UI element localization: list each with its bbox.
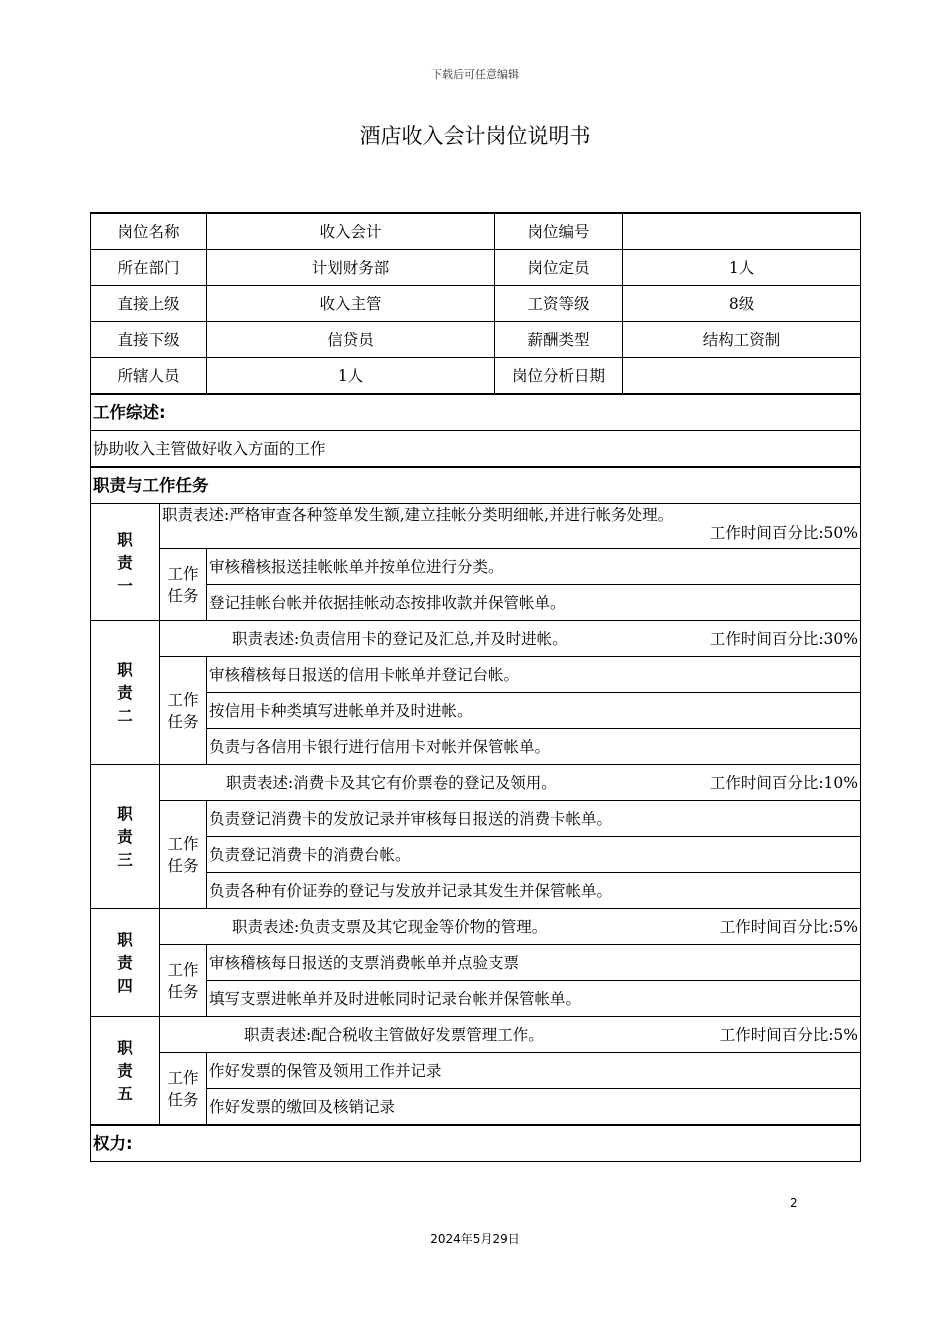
task-item: 作好发票的保管及领用工作并记录 <box>207 1053 861 1089</box>
duty-label <box>91 504 160 621</box>
task-item: 作好发票的缴回及核销记录 <box>207 1089 861 1126</box>
duty-description <box>160 909 861 945</box>
task-label <box>160 945 207 1017</box>
field-value: 收入会计 <box>207 213 495 250</box>
duty-description <box>160 504 861 549</box>
summary-text: 协助收入主管做好收入方面的工作 <box>91 431 861 468</box>
task-item: 审核稽核每日报送的信用卡帐单并登记台帐。 <box>207 657 861 693</box>
duty-label-text: 职责五 <box>117 1038 133 1103</box>
field-label: 薪酬类型 <box>495 322 623 358</box>
task-row <box>91 801 861 837</box>
field-label: 所辖人员 <box>91 358 207 395</box>
summary-heading: 工作综述: <box>91 394 861 431</box>
field-value: 1人 <box>623 250 861 286</box>
duty-desc-text: 职责表述:消费卡及其它有价票卷的登记及领用。 <box>226 773 557 792</box>
duty-label-text: 职责二 <box>117 660 133 725</box>
duty-percent: 工作时间百分比:10% <box>709 773 859 792</box>
field-label: 岗位编号 <box>495 213 623 250</box>
duty-percent: 工作时间百分比:50% <box>709 524 859 542</box>
task-row <box>91 729 861 765</box>
task-item: 审核稽核报送挂帐帐单并按单位进行分类。 <box>207 549 861 585</box>
info-row <box>91 286 861 322</box>
task-item: 填写支票进帐单并及时进帐同时记录台帐并保管帐单。 <box>207 981 861 1017</box>
duty-row <box>91 765 861 801</box>
field-label: 岗位名称 <box>91 213 207 250</box>
task-label-text: 工作任务 <box>167 564 199 605</box>
field-label: 直接下级 <box>91 322 207 358</box>
duty-row <box>91 909 861 945</box>
info-row <box>91 250 861 286</box>
field-value: 8级 <box>623 286 861 322</box>
task-label-text: 工作任务 <box>167 960 199 1001</box>
task-label <box>160 549 207 621</box>
duty-percent: 工作时间百分比:5% <box>719 1025 859 1044</box>
duty-description <box>160 621 861 657</box>
field-value: 结构工资制 <box>623 322 861 358</box>
task-row <box>91 693 861 729</box>
duty-row <box>91 1017 861 1053</box>
info-row <box>91 358 861 395</box>
duties-heading-row <box>91 467 861 504</box>
page-number: 2 <box>790 1196 798 1210</box>
task-label-text: 工作任务 <box>167 690 199 731</box>
job-description-table <box>90 212 861 1162</box>
task-item: 审核稽核每日报送的支票消费帐单并点验支票 <box>207 945 861 981</box>
task-label-text: 工作任务 <box>167 1068 199 1109</box>
field-value: 计划财务部 <box>207 250 495 286</box>
task-row <box>91 945 861 981</box>
task-row <box>91 981 861 1017</box>
task-label <box>160 801 207 909</box>
header-note: 下载后可任意编辑 <box>431 68 519 81</box>
task-row <box>91 1089 861 1126</box>
duty-description <box>160 1017 861 1053</box>
duty-description <box>160 765 861 801</box>
task-item: 登记挂帐台帐并依据挂帐动态按排收款并保管帐单。 <box>207 585 861 621</box>
field-value: 信贷员 <box>207 322 495 358</box>
task-label <box>160 1053 207 1126</box>
field-label: 直接上级 <box>91 286 207 322</box>
duty-desc-text: 职责表述:配合税收主管做好发票管理工作。 <box>244 1025 544 1044</box>
task-item: 负责登记消费卡的发放记录并审核每日报送的消费卡帐单。 <box>207 801 861 837</box>
duty-percent: 工作时间百分比:30% <box>709 629 859 648</box>
task-label <box>160 657 207 765</box>
task-row <box>91 837 861 873</box>
duty-desc-text: 职责表述:负责支票及其它现金等价物的管理。 <box>232 917 548 936</box>
duty-label <box>91 909 160 1017</box>
duty-label <box>91 765 160 909</box>
duty-label-text: 职责一 <box>117 529 133 595</box>
duty-desc-text: 职责表述:严格审查各种签单发生额,建立挂帐分类明细帐,并进行帐务处理。 <box>162 506 674 524</box>
task-row <box>91 585 861 621</box>
duty-row <box>91 504 861 549</box>
power-heading: 权力: <box>91 1125 861 1162</box>
info-row <box>91 322 861 358</box>
task-row <box>91 873 861 909</box>
task-row <box>91 549 861 585</box>
task-item: 负责各种有价证券的登记与发放并记录其发生并保管帐单。 <box>207 873 861 909</box>
duties-heading: 职责与工作任务 <box>91 467 861 504</box>
duty-row <box>91 621 861 657</box>
duty-desc-text: 职责表述:负责信用卡的登记及汇总,并及时进帐。 <box>232 629 568 648</box>
field-label: 岗位定员 <box>495 250 623 286</box>
field-label: 工资等级 <box>495 286 623 322</box>
task-row <box>91 1053 861 1089</box>
task-row <box>91 657 861 693</box>
task-label-text: 工作任务 <box>167 834 199 875</box>
field-label: 所在部门 <box>91 250 207 286</box>
task-item: 按信用卡种类填写进帐单并及时进帐。 <box>207 693 861 729</box>
duty-label-text: 职责三 <box>117 804 133 869</box>
field-value: 收入主管 <box>207 286 495 322</box>
summary-text-row <box>91 431 861 468</box>
power-heading-row <box>91 1125 861 1162</box>
page-title: 酒店收入会计岗位说明书 <box>359 124 591 148</box>
duty-label <box>91 621 160 765</box>
info-row <box>91 213 861 250</box>
task-item: 负责登记消费卡的消费台帐。 <box>207 837 861 873</box>
field-value <box>623 213 861 250</box>
field-value: 1人 <box>207 358 495 395</box>
task-item: 负责与各信用卡银行进行信用卡对帐并保管帐单。 <box>207 729 861 765</box>
duty-label <box>91 1017 160 1126</box>
duty-label-text: 职责四 <box>117 930 133 995</box>
footer-date: 2024年5月29日 <box>430 1232 520 1246</box>
field-label: 岗位分析日期 <box>495 358 623 395</box>
duty-percent: 工作时间百分比:5% <box>719 917 859 936</box>
summary-heading-row <box>91 394 861 431</box>
field-value <box>623 358 861 395</box>
